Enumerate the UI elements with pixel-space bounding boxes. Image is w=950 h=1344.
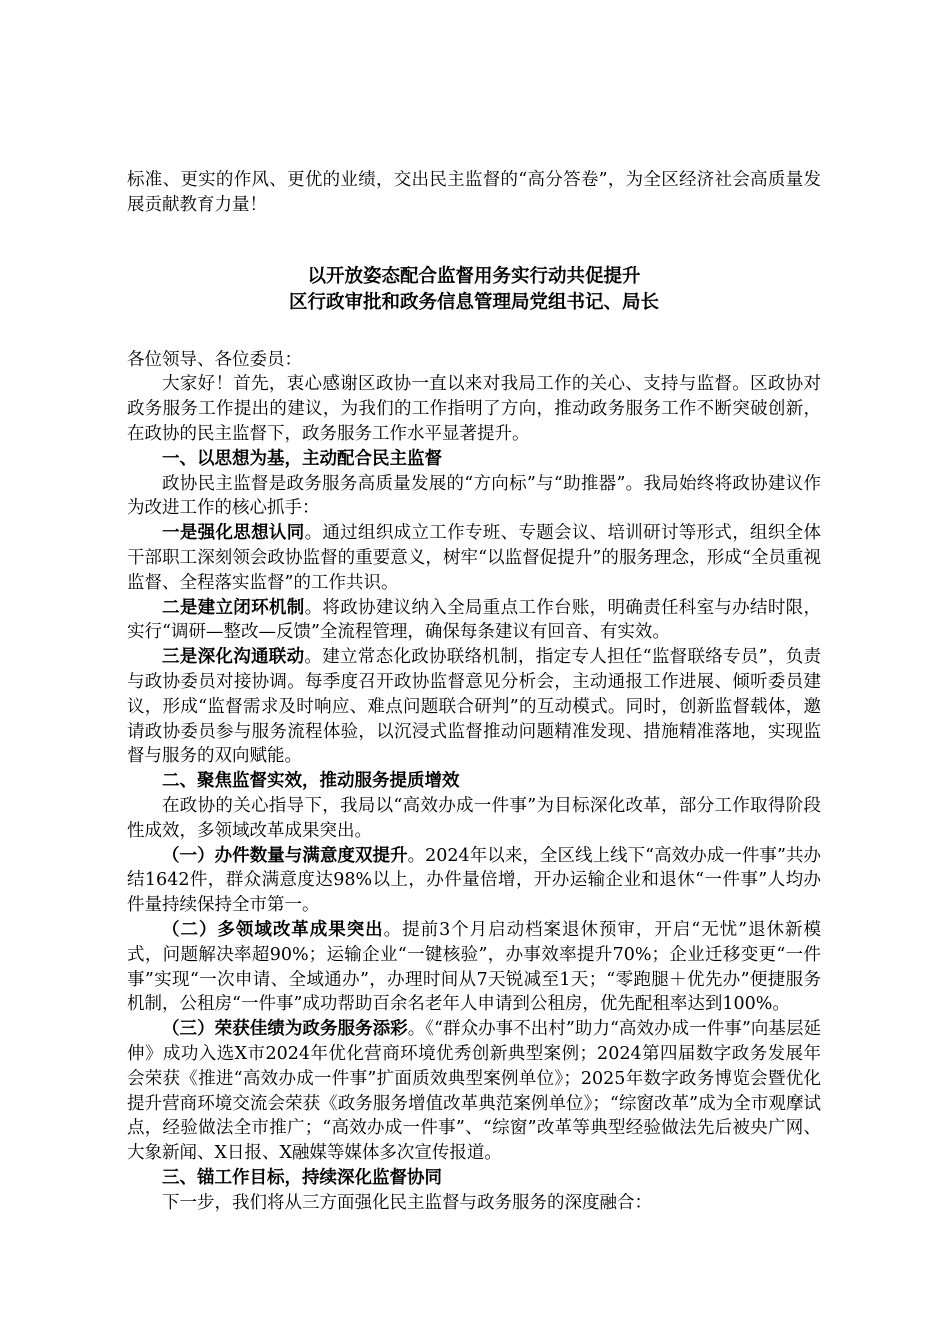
section1-item-3-lead: 三是深化沟通联动: [162, 647, 305, 668]
speech-title: 以开放姿态配合监督用务实行动共促提升: [307, 265, 641, 287]
section2-item-3-lead: （三）荣获佳绩为政务服务添彩: [162, 1019, 408, 1040]
speech-subtitle: 区行政审批和政务信息管理局党组书记、局长: [288, 291, 659, 313]
speech-title-block: [127, 264, 821, 316]
section2-item-2-text: 。提前3个月启动档案退休预审，开启“无忧”退休新模式，问题解决率超90%；运输企业“一键核验”，办事效率提升70%；企业迁移变更“一件事”实现“一次申请、全域通办”，办理时间从7天锐减至1天；“零跑腿＋优先办”便捷服务机制，公租房“一件事”成功帮助百余名老年人申请到公租房，优先配租率达到100%。: [127, 919, 821, 1015]
section1-item-3-text: 。建立常态化政协联络机制，指定专人担任“监督联络专员”，负责与政协委员对接协调。每季度召开政协监督意见分析会，主动通报工作进展、倾听委员建议，形成“监督需求及时响应、难点问题联合研判”的互动模式。同时，创新监督载体，邀请政协委员参与服务流程体验，以沉浸式监督推动问题精准发现、措施精准落地，实现监督与服务的双向赋能。: [127, 647, 821, 767]
section1-item-2-lead: 二是建立闭环机制: [162, 597, 305, 618]
section2-item-3: [127, 1017, 821, 1166]
section3-heading: 三、锚工作目标，持续深化监督协同: [162, 1167, 442, 1188]
section2-item-1-text: 。2024年以来，全区线上线下“高效办成一件事”共办结1642件，群众满意度达98%以上，办件量倍增，开办运输企业和退休“一件事”人均办件量持续保持全市第一。: [127, 845, 821, 916]
document-page: [127, 168, 821, 1215]
section2-item-2-lead: （二）多领域改革成果突出: [162, 919, 384, 940]
section1-item-1-text: 。通过组织成立工作专班、专题会议、培训研讨等形式，组织全体干部职工深刻领会政协监督的重要意义，树牢“以监督促提升”的服务理念，形成“全员重视监督、全程落实监督”的工作共识。: [127, 523, 822, 593]
intro-tail-paragraph: 标准、更实的作风、更优的业绩，交出民主监督的“高分答卷”，为全区经济社会高质量发展贡献教育力量！: [127, 170, 821, 215]
opening-paragraph: 大家好！首先，衷心感谢区政协一直以来对我局工作的关心、支持与监督。区政协对政务服务工作提出的建议，为我们的工作指明了方向，推动政务服务工作不断突破创新，在政协的民主监督下，政务服务工作水平显著提升。: [127, 374, 821, 444]
section2-heading: 二、聚焦监督实效，推动服务提质增效: [162, 771, 460, 792]
section1-item-1: [127, 521, 821, 595]
section1-item-1-lead: 一是强化思想认同: [162, 523, 305, 544]
section1-item-2-text: 。将政协建议纳入全局重点工作台账，明确责任科室与办结时限，实行“调研—整改—反馈”全流程管理，确保每条建议有回音、有实效。: [127, 597, 822, 643]
section3-intro: 下一步，我们将从三方面强化民主监督与政务服务的深度融合：: [162, 1192, 652, 1213]
section2-item-1: [127, 844, 821, 918]
section1-heading: 一、以思想为基，主动配合民主监督: [162, 448, 442, 469]
section2-item-1-lead: （一）办件数量与满意度双提升: [162, 845, 408, 866]
section2-intro: 在政协的关心指导下，我局以“高效办成一件事”为目标深化改革，部分工作取得阶段性成效，多领域改革成果突出。: [127, 795, 821, 841]
section1-intro: 政协民主监督是政务服务高质量发展的“方向标”与“助推器”。我局始终将政协建议作为改进工作的核心抓手：: [127, 473, 821, 519]
salutation: 各位领导、各位委员：: [127, 349, 302, 370]
section2-item-3-text: 。《“群众办事不出村”助力“高效办成一件事”向基层延伸》成功入选X市2024年优化营商环境优秀创新典型案例；2024第四届数字政务发展年会荣获《推进“高效办成一件事”扩面质效典型案例单位》；2025年数字政务博览会暨优化提升营商环境交流会荣获《政务服务增值改革典范案例单位》；“综窗改革”成为全市观摩试点，经验做法全市推广；“高效办成一件事”、“综窗”改革等典型经验做法先后被央广网、大象新闻、X日报、X融媒等媒体多次宣传报道。: [127, 1019, 821, 1164]
section1-item-3: [127, 645, 821, 769]
section2-item-2: [127, 918, 821, 1017]
section1-item-2: [127, 596, 821, 646]
